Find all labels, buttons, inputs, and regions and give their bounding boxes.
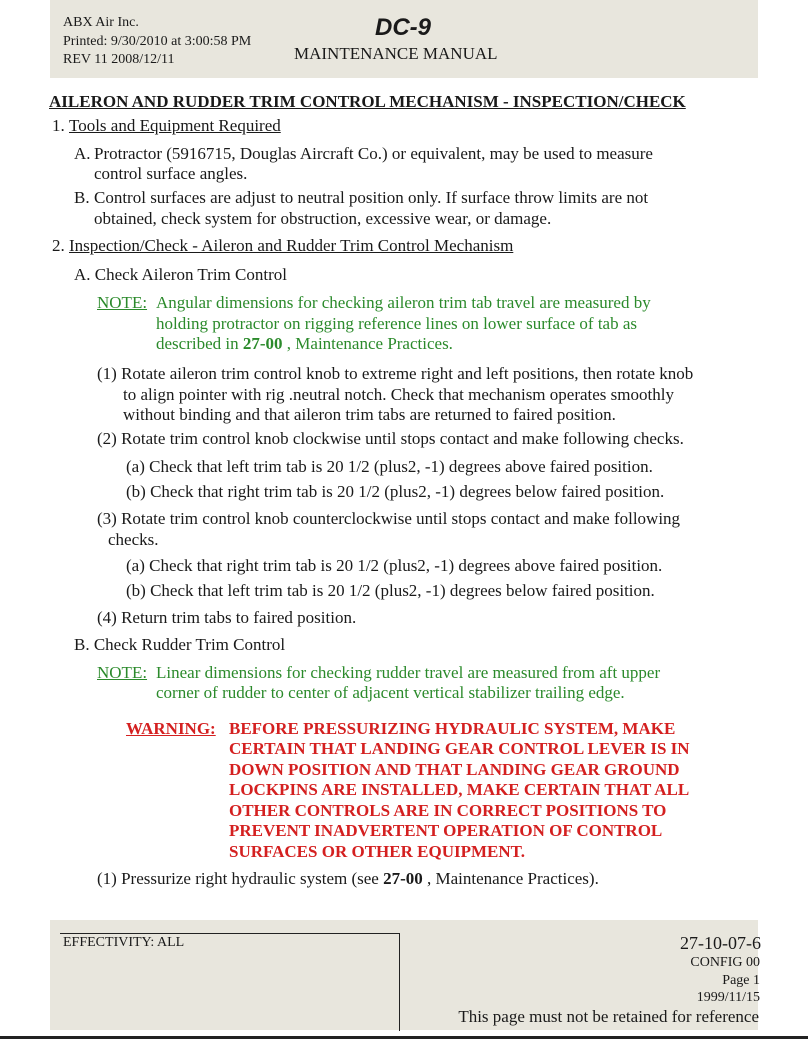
note-2-label: NOTE: — [97, 663, 148, 682]
retention-notice: This page must not be retained for reference — [458, 1007, 759, 1026]
step-b1-post: , Maintenance Practices). — [427, 869, 599, 888]
note-2-line1: Linear dimensions for checking rudder travel are measured from aft upper — [156, 663, 661, 682]
item-1a-line2: control surface angles. — [94, 164, 248, 183]
aircraft-model: DC-9 — [375, 14, 432, 41]
effectivity: EFFECTIVITY: ALL — [63, 935, 185, 950]
warning-line: OTHER CONTROLS ARE IN CORRECT POSITIONS TO — [229, 801, 667, 820]
note-1-line1: Angular dimensions for checking aileron trim tab travel are measured by — [156, 293, 651, 312]
bottom-rule — [0, 1036, 808, 1039]
config: CONFIG 00 — [690, 955, 760, 970]
page-date: 1999/11/15 — [696, 990, 760, 1005]
note-1-line2: holding protractor on rigging reference lines on lower surface of tab as — [156, 314, 638, 333]
item-1b-label: B. — [74, 188, 90, 207]
warning-label: WARNING: — [126, 719, 216, 738]
company-name: ABX Air Inc. — [63, 15, 139, 30]
note-1-label: NOTE: — [97, 293, 148, 312]
warning-line: DOWN POSITION AND THAT LANDING GEAR GROUND — [229, 760, 680, 779]
note-2-line2: corner of rudder to center of adjacent vertical stabilizer trailing edge. — [156, 683, 625, 702]
step-b1 — [97, 868, 599, 890]
note-1-line3-post: , Maintenance Practices. — [286, 334, 453, 353]
warning-line: PREVENT INADVERTENT OPERATION OF CONTROL — [229, 821, 663, 840]
item-1b-line2: obtained, check system for obstruction, excessive wear, or damage. — [94, 209, 552, 228]
document-number: 27-10-07-6 — [680, 933, 761, 953]
step-1-line3: without binding and that aileron trim tabs are returned to faired position. — [123, 405, 616, 424]
section-2-number: 2. — [52, 236, 65, 255]
subsection-a-heading: A. Check Aileron Trim Control — [74, 265, 287, 284]
revision: REV 11 2008/12/11 — [63, 52, 175, 67]
step-3-line2: checks. — [108, 530, 159, 549]
warning-line: CERTAIN THAT LANDING GEAR CONTROL LEVER IS IN — [229, 739, 690, 758]
step-2b: (b) Check that right trim tab is 20 1/2 (plus2, -1) degrees below faired position. — [126, 482, 665, 501]
reference-link[interactable]: 27-00 — [383, 869, 423, 888]
step-4: (4) Return trim tabs to faired position. — [97, 608, 357, 627]
reference-link[interactable]: 27-00 — [242, 334, 283, 353]
step-2a: (a) Check that left trim tab is 20 1/2 (plus2, -1) degrees above faired position. — [126, 457, 653, 476]
item-1a-label: A. — [74, 144, 91, 163]
section-1-heading: Tools and Equipment Required — [69, 116, 281, 135]
item-1b-line1: Control surfaces are adjust to neutral position only. If surface throw limits are not — [94, 188, 649, 207]
printed-date: Printed: 9/30/2010 at 3:00:58 PM — [63, 34, 252, 49]
warning-line: LOCKPINS ARE INSTALLED, MAKE CERTAIN THAT ALL — [229, 780, 690, 799]
warning-line: BEFORE PRESSURIZING HYDRAULIC SYSTEM, MAKE — [229, 719, 676, 738]
step-2: (2) Rotate trim control knob clockwise until stops contact and make following checks. — [97, 429, 684, 448]
step-1-line1: (1) Rotate aileron trim control knob to extreme right and left positions, then rotate knob — [97, 364, 694, 383]
page-number: Page 1 — [722, 973, 760, 988]
step-3b: (b) Check that left trim tab is 20 1/2 (plus2, -1) degrees below faired position. — [126, 581, 655, 600]
section-1-number: 1. — [52, 116, 65, 135]
step-3a: (a) Check that right trim tab is 20 1/2 (plus2, -1) degrees above faired position. — [126, 556, 663, 575]
section-2-heading: Inspection/Check - Aileron and Rudder Trim Control Mechanism — [69, 236, 514, 255]
step-1-line2: to align pointer with rig .neutral notch. Check that mechanism operates smoothly — [123, 385, 674, 404]
note-1-line3-pre: described in — [156, 334, 239, 353]
manual-title: MAINTENANCE MANUAL — [294, 44, 498, 63]
note-1-line3 — [156, 333, 453, 355]
step-3-line1: (3) Rotate trim control knob counterclockwise until stops contact and make following — [97, 509, 681, 528]
item-1a-line1: Protractor (5916715, Douglas Aircraft Co.) or equivalent, may be used to measure — [94, 144, 653, 163]
warning-line: SURFACES OR OTHER EQUIPMENT. — [229, 842, 525, 861]
subsection-b-heading: B. Check Rudder Trim Control — [74, 635, 286, 654]
step-b1-pre: (1) Pressurize right hydraulic system (see — [97, 869, 379, 888]
page-title: AILERON AND RUDDER TRIM CONTROL MECHANISM - INSPECTION/CHECK — [49, 92, 686, 111]
